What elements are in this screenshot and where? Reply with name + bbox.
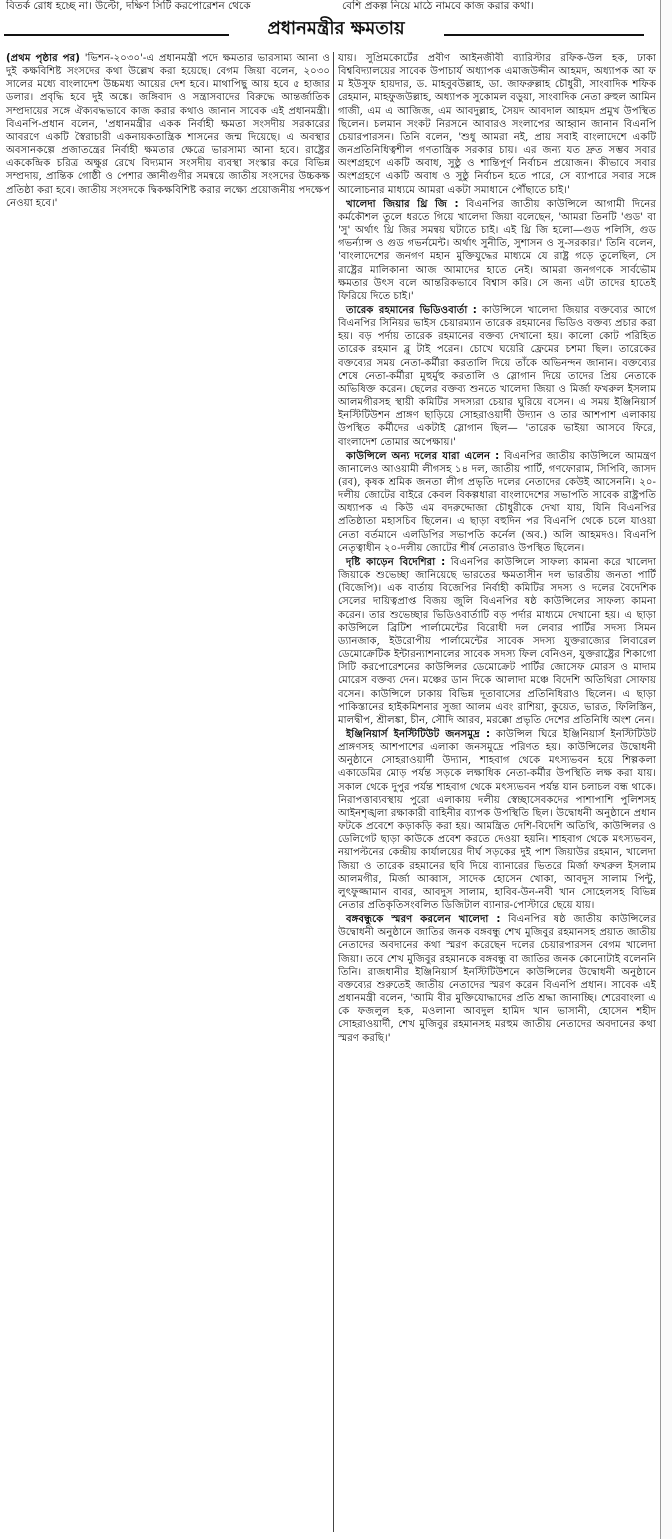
section-heading-crowd: ইঞ্জিনিয়ার্স ইনস্টিটিউট জনসমুদ্র :: [346, 728, 491, 740]
section-body-crowd: কাউন্সিল ঘিরে ইঞ্জিনিয়ার্স ইনস্টিটিউট প্রাঙ্গণসহ আশপাশের এলাকা জনসমুদ্রে পরিণত হয়। কাউন্সিলের উদ্বোধনী অনুষ্ঠানে সোহরাওয়ার্দী উদ্যান, শাহবাগ থেকে মৎস্যভবন হয়ে শিল্পকলা একাডেমির মোড় পর্যন্ত সড়কে লক্ষাধিক নেতা-কর্মীর উপস্থিতি লক্ষ করা যায়। সকাল থেকে দুপুর পর্যন্ত শাহবাগ থেকে মৎস্যভবন পর্যন্ত যান চলাচল বন্ধ থাকে। নিরাপত্তাব্যবস্থায় পুরো এলাকায় দলীয় স্বেচ্ছাসেবকদের পাশাপাশি পুলিশসহ আইনশৃঙ্খলা রক্ষাকারী বাহিনীর ব্যাপক উপস্থিতি ছিল। উদ্বোধনী অনুষ্ঠানে প্রধান ফটকে প্রবেশে কড়াকড়ি করা হয়। আমন্ত্রিত দেশি-বিদেশি অতিথি, কাউন্সিলর ও ডেলিগেট ছাড়া কাউকে প্রবেশ করতে দেওয়া হয়নি। শাহবাগ থেকে মৎস্যভবন, নয়াপল্টনের কেন্দ্রীয় কার্যালয়ের দীর্ঘ সড়কের দুই পাশ জিয়াউর রহমান, খালেদা জিয়া ও তারেক রহমানের ছবি দিয়ে ব্যানারের ভিতরে মির্জা ফখরুল ইসলাম আলমগীর, মির্জা আব্বাস, সাদেক হোসেন খোকা, আবদুস সালাম পিন্টু, লুৎফুজ্জামান বাবর, আবদুস সালাম, হাবিব-উন-নবী খান সোহেলসহ বিভিন্ন নেতার প্রতিকৃতিসংবলিত ডিজিটাল ব্যানার-পোস্টারে ছেয়ে যায়।: [338, 728, 656, 911]
right-column: [338, 52, 656, 1532]
section-heading-bangabandhu: বঙ্গবন্ধুকে স্মরণ করলেন খালেদা :: [346, 914, 501, 926]
section-body-other-parties: বিএনপির জাতীয় কাউন্সিলে আমন্ত্রণ জানালেও আওয়ামী লীগসহ ১৪ দল, জাতীয় পার্টি, গণফোরাম, সিপিবি, জাসদ (রব), কৃষক শ্রমিক জনতা লীগ প্রভৃতি দলের নেতাদের কেউই আসেননি। ২০-দলীয় জোটের বাইরে কেবল বিকল্পধারা বাংলাদেশের সভাপতি সাবেক রাষ্ট্রপতি অধ্যাপক এ কিউ এম বদরুদ্দোজা চৌধুরীকে দেখা যায়, যিনি বিএনপির প্রতিষ্ঠাতা মহাসচিব ছিলেন। এ ছাড়া বহুদিন পর বিএনপি থেকে চলে যাওয়া নেতা বর্তমানে এলডিপির সভাপতি কর্নেল (অব.) অলি আহমদও। বিএনপি নেতৃত্বাধীন ২০-দলীয় জোটের শীর্ষ নেতারাও উপস্থিত ছিলেন।: [338, 450, 656, 554]
section-crowd: [338, 728, 656, 912]
top-strip-left-text: বিতর্ক রোধ হচ্ছে না। উল্টো, দক্ষিণ সিটি করপোরেশন থেকে: [6, 0, 251, 12]
left-column: [6, 52, 330, 1532]
section-other-parties: [338, 450, 656, 555]
headline-rule-left: [4, 34, 229, 36]
section-body: যায়। সুপ্রিমকোর্টের প্রবীণ আইনজীবী ব্যারিস্টার রফিক-উল হক, ঢাকা বিশ্ববিদ্যালয়ের সাবেক উপাচার্য অধ্যাপক এমাজউদ্দীন আহমদ, অধ্যাপক আ ফ ম ইউসুফ হায়দার, ড. মাহবুবউল্লাহ, ডা. জাফরুল্লাহ চৌধুরী, সাংবাদিক শফিক রেহমান, মাহফুজউল্লাহ, অধ্যাপক সুকোমল বড়ুয়া, সাংবাদিক নেতা রুহুল আমিন গাজী, এম এ আজিজ, এম আবদুল্লাহ, সৈয়দ আবদাল আহমদ প্রমুখ উপস্থিত ছিলেন। চলমান সংকট নিরসনে আবারও সংলাপের আহ্বান জানান বিএনপি চেয়ারপারসন। তিনি বলেন, 'শুধু আমরা নই, প্রায় সবাই বাংলাদেশে একটি জনপ্রতিনিধিত্বশীল গণতান্ত্রিক সরকার চায়। এর জন্য যত দ্রুত সম্ভব সবার অংশগ্রহণে একটি অবাধ, সুষ্ঠু ও শান্তিপূর্ণ নির্বাচন প্রয়োজন। কীভাবে সবার অংশগ্রহণে একটি অবাধ ও সুষ্ঠু নির্বাচন হতে পারে, সে ব্যাপারে সবার সঙ্গে আলোচনার মাধ্যমে আমরা একটা সমাধানে পৌঁছাতে চাই।': [338, 53, 656, 196]
lead-paragraph: [6, 52, 330, 210]
section-heading-tarek-video: তারেক রহমানের ভিডিওবার্তা :: [346, 304, 477, 316]
continuation-tag: (প্রথম পৃষ্ঠার পর): [6, 53, 80, 64]
section-body-tarek-video: কাউন্সিলে খালেদা জিয়ার বক্তব্যের আগে বিএনপির সিনিয়র ভাইস চেয়ারম্যান তারেক রহমানের ভিডিও বক্তব্য প্রচার করা হয়। বড় পর্দায় তারেক রহমানের বক্তব্য দেখানো হয়। কালো কোট পরিহিত তারেক রহমান ব্লু টাই পরেন। চোখে ঘয়েরি ফ্রেমের চশমা ছিল। তারেকের বক্তব্যের সময় নেতা-কর্মীরা করতালি দিয়ে তাঁকে অভিনন্দন জানান। বক্তব্যের শেষে নেতা-কর্মীরা মুহুর্মুহু করতালি ও স্লোগান দিয়ে তাদের প্রিয় নেতাকে অভিষিক্ত করেন। ছেলের বক্তব্য শুনতে খালেদা জিয়া ও মির্জা ফখরুল ইসলাম আলমগীরসহ স্থায়ী কমিটির সদস্যরা চেয়ার ঘুরিয়ে বসেন। এ সময় ইঞ্জিনিয়ার্স ইনস্টিটিউশন প্রাঙ্গণ ছাড়িয়ে সোহরাওয়ার্দী উদ্যান ও তার আশপাশ এলাকায় উপস্থিত কর্মীদের একটাই স্লোগান ছিল— 'তারেক ভাইয়া আসবে ফিরে, বাংলাদেশ তোমার অপেক্ষায়।': [338, 304, 656, 448]
top-strip-right-text: বেশি প্রকল্প নিয়ে মাঠে নামবে কাজ করার কথা।: [342, 0, 534, 12]
section-three-g: [338, 198, 656, 303]
headline-bar: [0, 10, 672, 50]
adjacent-page-edge: [660, 0, 672, 1539]
section-body-three-g: বিএনপির জাতীয় কাউন্সিলে আগামী দিনের কর্মকৌশল তুলে ধরতে গিয়ে খালেদা জিয়া বলেছেন, 'আমরা তিনটি 'গুড' বা 'সু' অর্থাৎ থ্রি জির সমন্বয় ঘটাতে চাই। এই থ্রি জি হলো—গুড পলিসি, গুড গভর্ন্যান্স ও গুড গভর্নমেন্ট। অর্থাৎ সুনীতি, সুশাসন ও সু-সরকার।' তিনি বলেন, 'বাংলাদেশের জনগণ মহান মুক্তিযুদ্ধের মাধ্যমে যে রাষ্ট্র গড়ে তুলেছিল, সে রাষ্ট্রের মালিকানা আজ আমাদের হাতে নেই। আমরা জনগণকে সার্বভৌম ক্ষমতার উৎস বলে আন্তরিকভাবে বিশ্বাস করি। সে জন্য এটা তাদের হাতেই ফিরিয়ে দিতে চাই।': [338, 198, 656, 302]
section-foreigners: [338, 556, 656, 727]
section-body-foreigners: বিএনপির কাউন্সিলে সাফল্য কামনা করে খালেদা জিয়াকে শুভেচ্ছা জানিয়েছে ভারতের ক্ষমতাসীন দল ভারতীয় জনতা পার্টি (বিজেপি)। এক বার্তায় বিজেপির নির্বাহী কমিটির সদস্য ও দলের বৈদেশিক সেলের দায়িত্বপ্রাপ্ত বিজয় জুলি বিএনপির ষষ্ঠ কাউন্সিলের সাফল্য কামনা করেন। তার শুভেচ্ছার ভিডিওবার্তাটি বড় পর্দার মাধ্যমে দেখানো হয়। এ ছাড়া কাউন্সিলে ব্রিটিশ পার্লামেন্টের বিরোধী দল লেবার পার্টির সদস্য সিমন ড্যানজাক, ইউরোপীয় পার্লামেন্টের সাবেক সদস্য যুক্তরাজ্যের লিবারেল ডেমোক্রেটিক ইন্টারন্যাশনালের সাবেক সদস্য ফিল বেনিওন, যুক্তরাষ্ট্রের শিকাগো সিটি করপোরেশনের কাউন্সিলর ডেমোক্রেট পার্টির জোসেফ মোরস ও মাদাম মোরেস বক্তব্য দেন। মঞ্চের ডান দিকে আলাদা মঞ্চে বিদেশি অতিথিরা সোফায় বসেন। কাউন্সিলে ঢাকায় বিভিন্ন দূতাবাসের প্রতিনিধিরাও ছিলেন। এ ছাড়া পাকিস্তানের হাইকমিশনার সুজা আলম এবং রাশিয়া, কুয়েত, ভারত, ফিলিস্তিন, মালদ্বীপ, শ্রীলঙ্কা, চীন, সৌদি আরব, মরক্কো প্রভৃতি দেশের প্রতিনিধি অংশ নেন।: [338, 556, 656, 726]
column-divider: [333, 52, 334, 1532]
article-headline: প্রধানমন্ত্রীর ক্ষমতায়: [267, 18, 405, 39]
section-heading-foreigners: দৃষ্টি কাড়েন বিদেশিরা :: [346, 556, 446, 568]
section-heading-other-parties: কাউন্সিলে অন্য দলের যারা এলেন :: [346, 450, 500, 462]
lead-text: 'ভিশন-২০৩০'-এ প্রধানমন্ত্রী পদে ক্ষমতার ভারসাম্য আনা ও দুই কক্ষবিশিষ্ট সংসদের কথা উল্লেখ করা হয়েছে। বেগম জিয়া বলেন, ২০৩০ সালের মধ্যে বাংলাদেশ উচ্চমধ্য আয়ের দেশ হবে। মাথাপিছু আয় হবে ৫ হাজার ডলার। প্রবৃদ্ধি হবে দুই অঙ্কে। জঙ্গিবাদ ও সন্ত্রাসবাদের বিরুদ্ধে আন্তর্জাতিক সম্প্রদায়ের সঙ্গে ঐক্যবদ্ধভাবে কাজ করার কথাও জানান সাবেক এই প্রধানমন্ত্রী। বিএনপি-প্রধান বলেন, 'প্রধানমন্ত্রীর একক নির্বাহী ক্ষমতা সংসদীয় সরকারের আবরণে একটি স্বৈরাচারী একনায়কতান্ত্রিক শাসনের জন্ম দিয়েছে। এ অবস্থার অবসানকল্পে প্রজাতন্ত্রের নির্বাহী ক্ষমতার ক্ষেত্রে ভারসাম্য আনা হবে। রাষ্ট্রের এককেন্দ্রিক চরিত্র অক্ষুণ্ণ রেখে বিদ্যমান সংসদীয় ব্যবস্থা সংস্কার করে বিভিন্ন সম্প্রদায়, প্রান্তিক গোষ্ঠী ও পেশার জ্ঞানীগুণীর সমন্বয়ে জাতীয় সংসদের উচ্চকক্ষ প্রতিষ্ঠা করা হবে। জাতীয় সংসদকে দ্বিকক্ষবিশিষ্ট করার লক্ষ্যে প্রয়োজনীয় পদক্ষেপ নেওয়া হবে।': [6, 53, 330, 209]
headline-rule-right: [444, 34, 644, 36]
section-heading-three-g: খালেদা জিয়ার থ্রি জি :: [346, 198, 459, 210]
right-continuation-paragraph: [338, 52, 656, 197]
section-tarek-video: [338, 304, 656, 449]
section-body-bangabandhu: বিএনপির ষষ্ঠ জাতীয় কাউন্সিলের উদ্বোধনী অনুষ্ঠানে জাতির জনক বঙ্গবন্ধু শেখ মুজিবুর রহমানসহ প্রয়াত জাতীয় নেতাদের অবদানের কথা স্মরণ করেছেন দলের চেয়ারপারসন বেগম খালেদা জিয়া। তবে শেখ মুজিবুর রহমানকে বঙ্গবন্ধু বা জাতির জনক কোনোটাই বলেননি তিনি। রাজধানীর ইঞ্জিনিয়ার্স ইনস্টিটিউশনে কাউন্সিলের উদ্বোধনী অনুষ্ঠানে বক্তব্যের শুরুতেই জাতীয় নেতাদের স্মরণ করেন বিএনপি প্রধান। সাবেক এই প্রধানমন্ত্রী বলেন, 'আমি বীর মুক্তিযোদ্ধাদের প্রতি শ্রদ্ধা জানাচ্ছি। শেরেবাংলা এ কে ফজলুল হক, মওলানা আবদুল হামিদ খান ভাসানী, হোসেন শহীদ সোহরাওয়ার্দী, শেখ মুজিবুর রহমানসহ মরহুম জাতীয় নেতাদের অবদানের কথা স্মরণ করছি।': [338, 914, 656, 1044]
section-bangabandhu: [338, 913, 656, 1045]
